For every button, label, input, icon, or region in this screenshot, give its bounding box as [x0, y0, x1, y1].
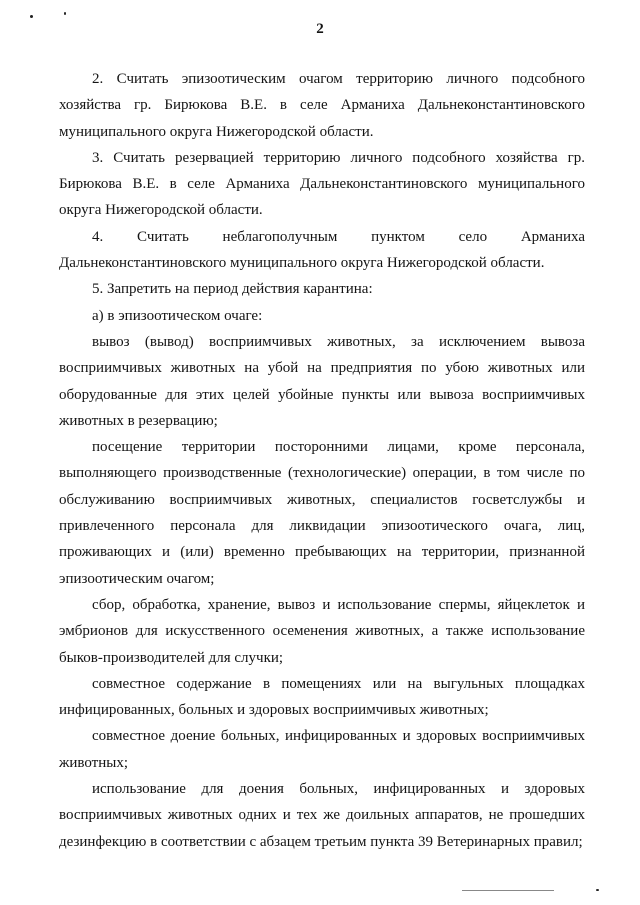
- paragraph-joint-keeping-ban: совместное содержание в помещениях или на выгульных площадках инфицированных, больных и здоровых восприимчивых животных;: [59, 675, 585, 719]
- scan-artifact-line: [462, 890, 554, 891]
- scan-speck: [30, 15, 33, 18]
- paragraph-item-5: 5. Запретить на период действия карантина:: [92, 281, 373, 298]
- paragraph-visit-ban: посещение территории посторонними лицами, кроме персонала, выполняющего производственные (технологические) операции, в том числе по обслуживанию восприимчивых животных, специалистов госветслужбы и привлеченного персонала для ликвидации эпизоотического очага, лиц, проживающих и (или) временно пребывающих на территории, признанной эпизоотическим очагом;: [59, 439, 585, 587]
- paragraph-joint-milking-ban: совместное доение больных, инфицированных и здоровых восприимчивых животных;: [59, 728, 585, 771]
- scan-speck: [596, 889, 599, 891]
- paragraph-item-4: 4. Считать неблагополучным пунктом село Арманиха Дальнеконстантиновского муниципального округа Нижегородской области.: [59, 228, 585, 272]
- scan-speck: [64, 12, 66, 15]
- paragraph-milking-equipment-ban: использование для доения больных, инфицированных и здоровых восприимчивых животных одних и тех же доильных аппаратов, не прошедших дезинфекцию в соответствии с абзацем третьим пункта 39 Ветеринарных правил;: [59, 781, 585, 850]
- page-number: 2: [316, 21, 324, 37]
- paragraph-export-ban: вывоз (вывод) восприимчивых животных, за исключением вывоза восприимчивых животных на убой на предприятия по убою животных или оборудованные для этих целей убойные пункты или вывоза восприимчивых животных в резервацию;: [59, 333, 585, 429]
- paragraph-item-3: 3. Считать резервацией территорию личного подсобного хозяйства гр. Бирюкова В.Е. в селе Арманиха Дальнеконстантиновского муниципального округа Нижегородской области.: [59, 149, 585, 219]
- paragraph-semen-ban: сбор, обработка, хранение, вывоз и использование спермы, яйцеклеток и эмбрионов для искусственного осеменения животных, а также использование быков-производителей для случки;: [59, 596, 585, 666]
- paragraph-item-2: 2. Считать эпизоотическим очагом территорию личного подсобного хозяйства гр. Бирюкова В.Е. в селе Арманиха Дальнеконстантиновского муниципального округа Нижегородской области.: [59, 71, 585, 140]
- document-body: [59, 66, 585, 855]
- paragraph-subitem-a: а) в эпизоотическом очаге:: [92, 307, 263, 324]
